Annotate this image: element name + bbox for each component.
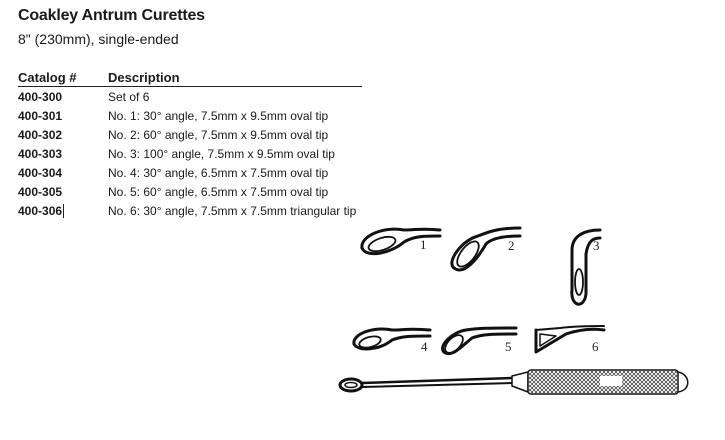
- curette-tip-4-icon: [354, 329, 430, 350]
- description: Set of 6: [108, 89, 150, 104]
- page-subtitle: 8" (230mm), single-ended: [18, 31, 179, 47]
- description: No. 1: 30° angle, 7.5mm x 9.5mm oval tip: [108, 108, 329, 123]
- tip-label-4: 4: [421, 339, 428, 354]
- curette-tip-1-icon: [362, 229, 440, 254]
- description: No. 6: 30° angle, 7.5mm x 7.5mm triangular tip: [108, 203, 357, 218]
- catalog-number: 400-302: [18, 127, 63, 142]
- column-header-description: Description: [108, 70, 180, 85]
- description: No. 2: 60° angle, 7.5mm x 9.5mm oval tip: [108, 127, 329, 142]
- catalog-number: 400-305: [18, 184, 63, 199]
- handle-engraving: [600, 376, 622, 386]
- page-title: Coakley Antrum Curettes: [18, 7, 205, 24]
- description: No. 5: 60° angle, 6.5mm x 7.5mm oval tip: [108, 184, 329, 199]
- tip-label-6: 6: [592, 339, 599, 354]
- catalog-number: 400-306: [18, 203, 63, 218]
- catalog-number: 400-301: [18, 108, 63, 123]
- description: No. 4: 30° angle, 6.5mm x 7.5mm oval tip: [108, 165, 329, 180]
- tip-label-5: 5: [505, 339, 512, 354]
- tip-label-2: 2: [508, 238, 515, 253]
- catalog-number: 400-303: [18, 146, 63, 161]
- description: No. 3: 100° angle, 7.5mm x 9.5mm oval tip: [108, 146, 335, 161]
- tip-label-1: 1: [420, 237, 427, 252]
- column-header-catalog: Catalog #: [18, 70, 77, 85]
- tip-label-3: 3: [593, 238, 600, 253]
- catalog-number: 400-300: [18, 89, 63, 104]
- catalog-number: 400-304: [18, 165, 63, 180]
